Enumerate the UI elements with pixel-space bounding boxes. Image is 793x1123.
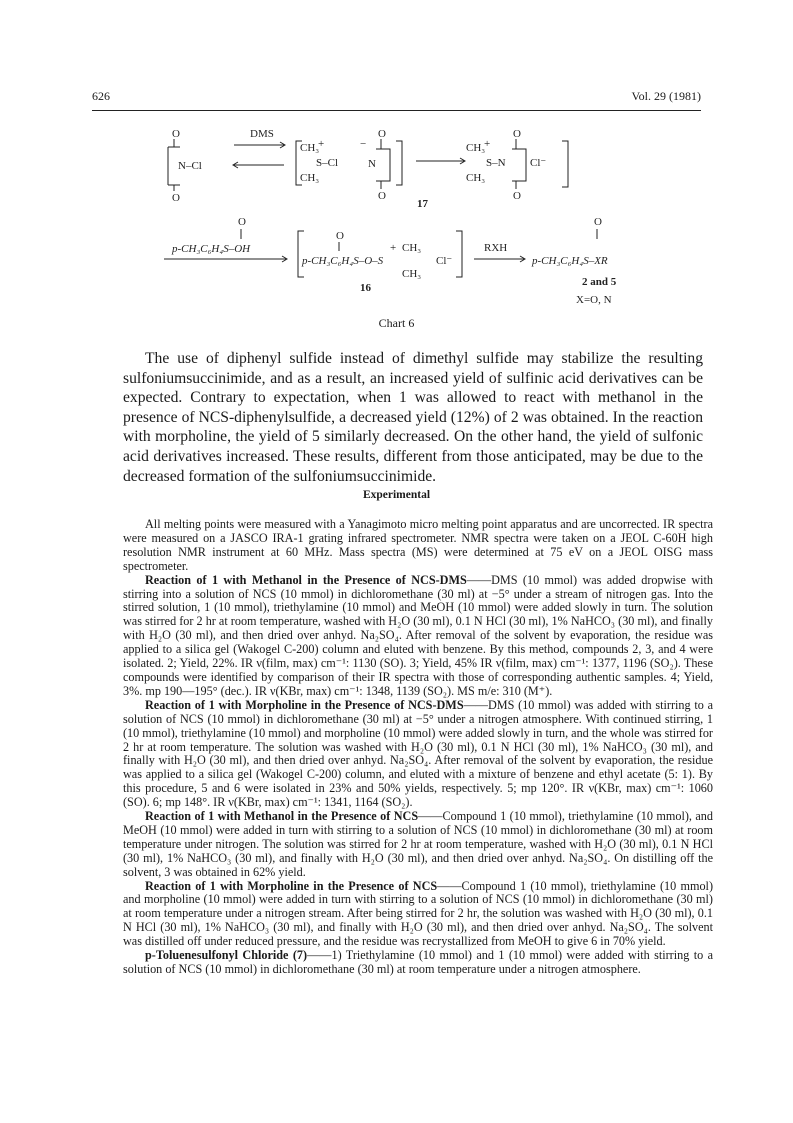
product-o: O [594,216,602,228]
chloride-anion-2: Cl⁻ [436,255,453,267]
c16-o: O [336,230,344,242]
experimental-section [123,518,713,977]
ncs-bottom-o: O [172,192,180,204]
compound-16-label: 16 [360,282,371,294]
c17-ch3-bottom: CH₃ [466,172,486,184]
dms-ch3-bottom: CH₃ [300,172,320,184]
x-definition: X=O, N [576,294,612,306]
reaction-scheme-svg [150,125,650,315]
procedure-5-text: ——1) Triethylamine (10 mmol) and 1 (10 mmol) were added with stirring to a solution of NCS (10 mmol) in dichloromethane (30 ml) at room temperature under a nitrogen atmosphere. [123,948,713,976]
bracket-right-2 [562,141,568,187]
procedure-1-text: ——DMS (10 mmol) was added dropwise with stirring into a solution of NCS (10 mmol) in dichloromethane (30 ml) at −5° under a stream of nitrogen gas. Into the stirred solution, 1 (10 mmol), triethylamine (10 mmol) and MeOH (10 mmol) were added slowly in turn. The solution was stirred for 2 hr at room temperature, washed with H₂O (30 ml), 0.1 N HCl (30 ml), 1% NaHCO₃ (30 ml), and finally with H₂O (30 ml), and then dried over anhyd. Na₂SO₄. After removal of the solvent by evaporation, the residue was applied to a silica gel (Wakogel C-200) column and eluted with benzene. By this method, compounds 2, 3, and 4 were isolated. 2; Yield, 22%. IR ν(film, max) cm⁻¹: 1130 (SO). 3; Yield, 45% IR ν(film, max) cm⁻¹: 1377, 1196 (SO₂). These compounds were identified by comparison of their IR spectra with those of corresponding authentic samples. 4; Yield, 3%. mp 190—195° (dec.). IR ν(KBr, max) cm⁻¹: 1348, 1139 (SO₂). MS m/e: 310 (M⁺). [123,572,713,698]
procedure-5 [123,949,713,977]
bracket-left-3 [298,231,304,277]
procedure-3-heading: Reaction of 1 with Methanol in the Presence of NCS [145,809,419,824]
succ-bottom-o-2: O [513,190,521,202]
procedure-3 [123,810,713,880]
procedure-5-heading: p-Toluenesulfonyl Chloride (7) [145,948,308,963]
procedure-4-text: ——Compound 1 (10 mmol), triethylamine (10 mmol) and morpholine (10 mmol) were added in turn with stirring to a solution of NCS (10 mmol) in dichloromethane (30 ml) at room temperature under a nitrogen stream. After being stirred for 2 hr, the solution was washed with H₂O (30 ml), 0.1 N HCl (30 ml), 1% NaHCO₃ (30 ml), and finally with H₂O (30 ml), and then dried over anhyd. Na₂SO₄. The solvent was distilled off under reduced pressure, and the residue was recrystallized from MeOH to give 6 in 70% yield. [123,878,714,949]
plus-charge-2: + [484,138,491,150]
minus-charge: − [360,138,367,150]
c17-ch3-top: CH₃ [466,142,486,154]
experimental-heading: Experimental [362,489,431,501]
s-n: S–N [486,157,506,169]
ncs-top-o: O [172,128,180,140]
procedure-2-text: ——DMS (10 mmol) was added with stirring to a solution of NCS (10 mmol) in dichloromethane (30 ml) at −5° under a nitrogen atmosphere. With continued stirring, 1 (10 mmol), triethylamine (10 mmol) and morpholine (10 mmol) were added slowly in turn, and the whole was stirred for 2 hr at room temperature. The solution was washed with H₂O (30 ml), 0.1 N HCl (30 ml), 1% NaHCO₃ (30 ml), and finally with H₂O (30 ml), and then dried over anhyd. Na₂SO₄. After removal of the solvent by evaporation, the residue was applied to a silica gel (Wakogel C-200) column, and eluted with a mixture of benzene and ethyl acetate (5: 1). By this procedure, 5 and 6 were isolated in 23% and 50% yields, respectively. 5; mp 120°. IR ν(KBr, max) cm⁻¹: 1060 (SO). 6; mp 148°. IR ν(KBr, max) cm⁻¹: 1341, 1164 (SO₂). [123,697,713,810]
succ-top-o-1: O [378,128,386,140]
bracket-right-1 [396,141,402,185]
compounds-2-5-label: 2 and 5 [582,276,617,288]
sulfinic-o: O [238,216,246,228]
journal-volume: Vol. 29 (1981) [631,89,701,103]
bracket-right-3 [456,231,462,277]
c16-ch3-bottom: CH₃ [402,268,422,280]
dms-ch3-top: CH₃ [300,142,320,154]
c16-formula: p-CH₃C₆H₄S–O–S [302,255,384,267]
general-methods-paragraph: All melting points were measured with a Yanagimoto micro melting point apparatus and are uncorrected. IR spectra were measured on a JASCO IRA-1 grating infrared spectrometer. NMR spectra were taken on a JEOL C-60H high resolution NMR instrument at 60 MHz. Mass spectra (MS) were determined at 75 eV on a JEOL OISG mass spectrometer. [123,517,713,573]
sulfinic-acid: p-CH₃C₆H₄S–OH [172,243,251,255]
succinimide-n-1: N [368,158,376,170]
procedure-2-heading: Reaction of 1 with Morpholine in the Presence of NCS-DMS [145,697,464,712]
procedure-1 [123,574,713,699]
c16-ch3-top: CH₃ [402,242,422,254]
reagent-dms: DMS [250,128,274,140]
plus-charge-1: + [318,138,325,150]
procedure-2 [123,699,713,810]
s-cl: S–Cl [316,157,339,169]
procedure-1-heading: Reaction of 1 with Methanol in the Presence of NCS-DMS [145,572,467,587]
chart-caption: Chart 6 [378,316,415,330]
c16-plus: + [390,242,397,254]
procedure-4 [123,880,713,950]
chloride-anion-1: Cl⁻ [530,157,547,169]
reagent-rxh: RXH [484,242,508,254]
succ-top-o-2: O [513,128,521,140]
succinimide-ring-2 [512,149,526,181]
intro-paragraph: The use of diphenyl sulfide instead of dimethyl sulfide may stabilize the resulting sulfoniumsuccinimide, and as a result, an increased yield of sulfinic acid derivatives can be expected. Contrary to expectation, when 1 was allowed to react with methanol in the presence of NCS-diphenylsulfide, a decreased yield (12%) of 2 was obtained. In the reaction with morpholine, the yield of 5 similarly decreased. On the other hand, the yield of sulfonic acid derivatives increased. These results, different from those anticipated, may be due to the decreased formation of the sulfoniumsuccinimide. [123,350,703,485]
succinimide-ring-1 [376,149,390,181]
compound-17-label: 17 [417,198,428,210]
procedure-3-text: ——Compound 1 (10 mmol), triethylamine (10 mmol), and MeOH (10 mmol) were added in turn with stirring to a solution of NCS (10 mmol) in dichloromethane (30 ml) at room temperature under nitrogen. The solution was stirred for 2 hr at room temperature, washed with H₂O (30 ml), 0.1 N HCl (30 ml), 1% NaHCO₃ (30 ml), and finally with H₂O (30 ml), and then dried over anhyd. Na₂SO₄. On distilling off the solvent, 3 was obtained in 62% yield. [123,809,713,879]
procedure-4-heading: Reaction of 1 with Morpholine in the Presence of NCS [145,878,438,893]
header-rule [92,110,701,111]
product-formula: p-CH₃C₆H₄S–XR [532,255,608,267]
succ-bottom-o-1: O [378,190,386,202]
ncs-n-cl: N–Cl [178,160,202,172]
reaction-scheme [150,125,650,340]
page-number: 626 [92,89,110,103]
